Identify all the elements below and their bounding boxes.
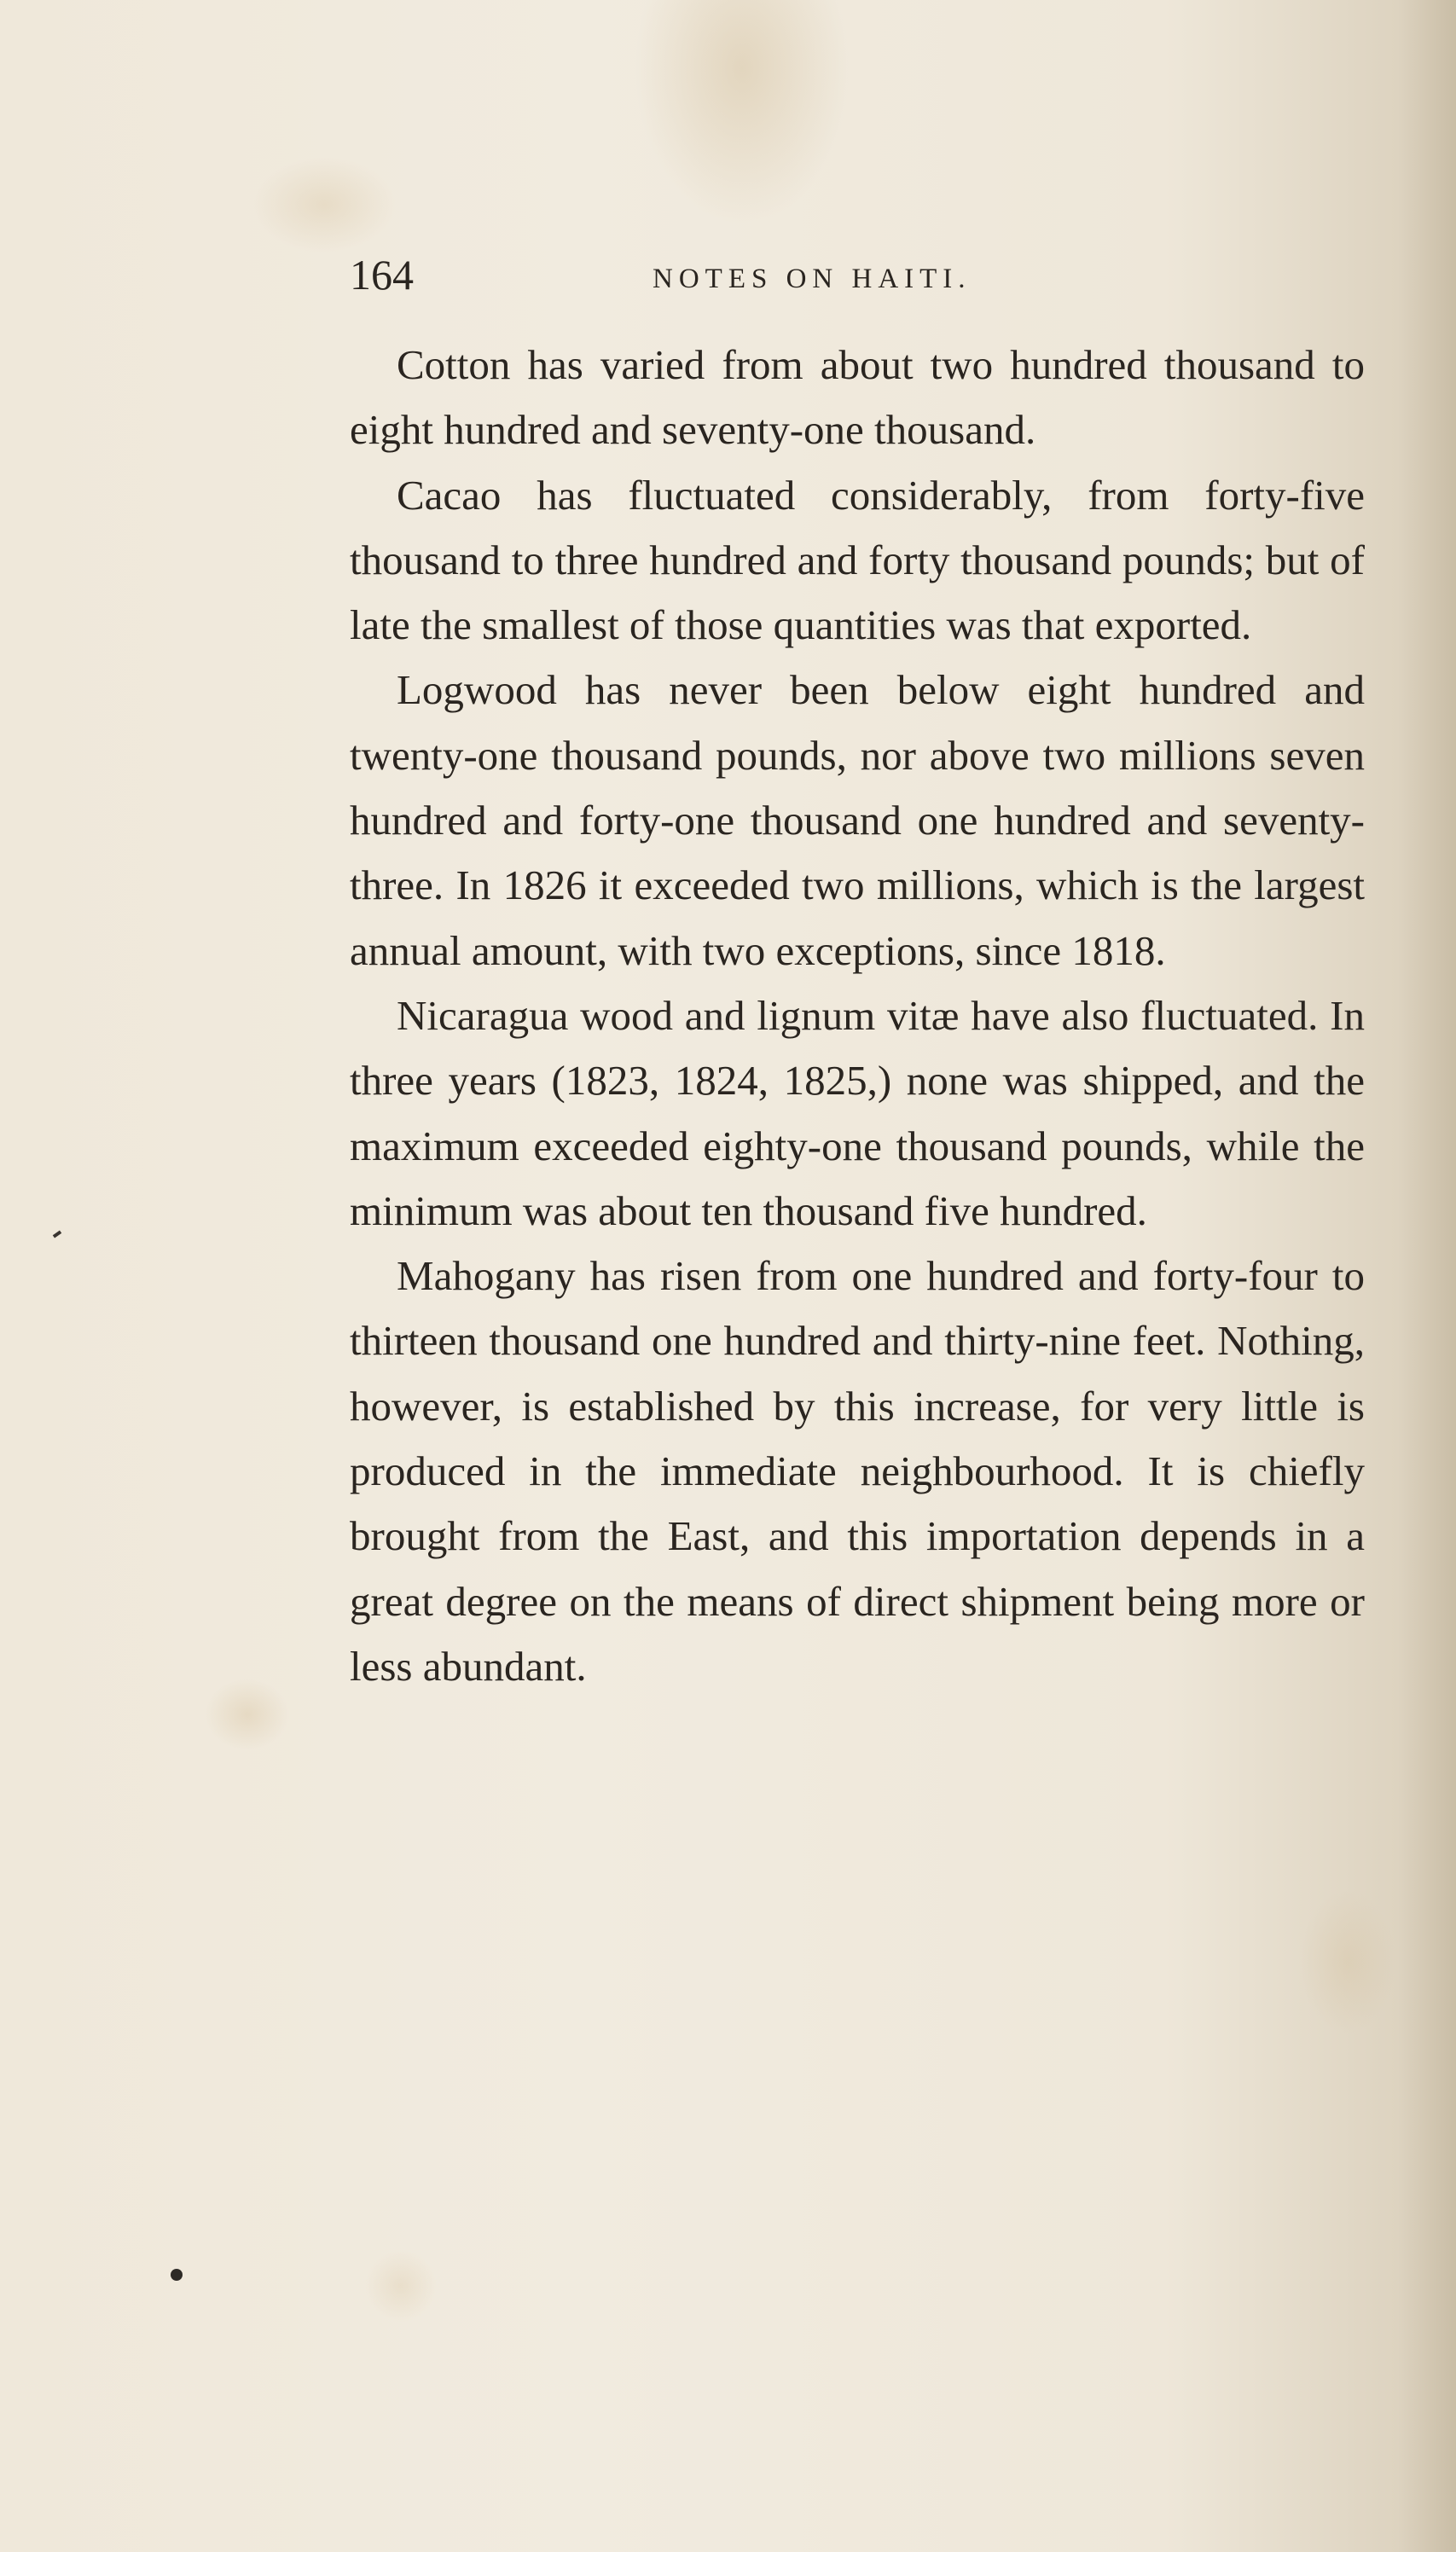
paragraph-mahogany: Mahogany has risen from one hundred and forty-four to thirteen thousand one hundred and thirty-nine feet. Nothing, however, is established by this increase, for very little is produced in the immediate neighbourhood. It is chiefly brought from the East, and this importation depends in a great degree on the means of direct shipment being more or less abundant. <box>350 1252 1365 1690</box>
running-head: NOTES ON HAITI. <box>653 264 972 294</box>
page-header <box>350 249 1373 309</box>
ink-mark <box>53 1230 61 1238</box>
page-number: 164 <box>350 251 414 299</box>
ink-speck <box>171 2269 183 2281</box>
paragraph-cacao: Cacao has fluctuated considerably, from forty-five thousand to three hundred and forty thousand pounds; but of late the smallest of those quantities was that exported. <box>350 471 1365 649</box>
paragraph-nicaragua-wood: Nicaragua wood and lignum vitæ have also fluctuated. In three years (1823, 1824, 1825,) none was shipped, and the maximum exceeded eighty-one thousand pounds, while the minimum was about ten thousand five hundred. <box>350 991 1365 1234</box>
paragraph-cotton: Cotton has varied from about two hundred thousand to eight hundred and seventy-one thousand. <box>350 341 1365 454</box>
paragraph-logwood: Logwood has never been below eight hundred and twenty-one thousand pounds, nor above two millions seven hundred and forty-one thousand one hundred and seventy-three. In 1826 it exceeded two millions, which is the largest annual amount, with two exceptions, since 1818. <box>350 666 1365 974</box>
body-text <box>350 333 1365 1699</box>
